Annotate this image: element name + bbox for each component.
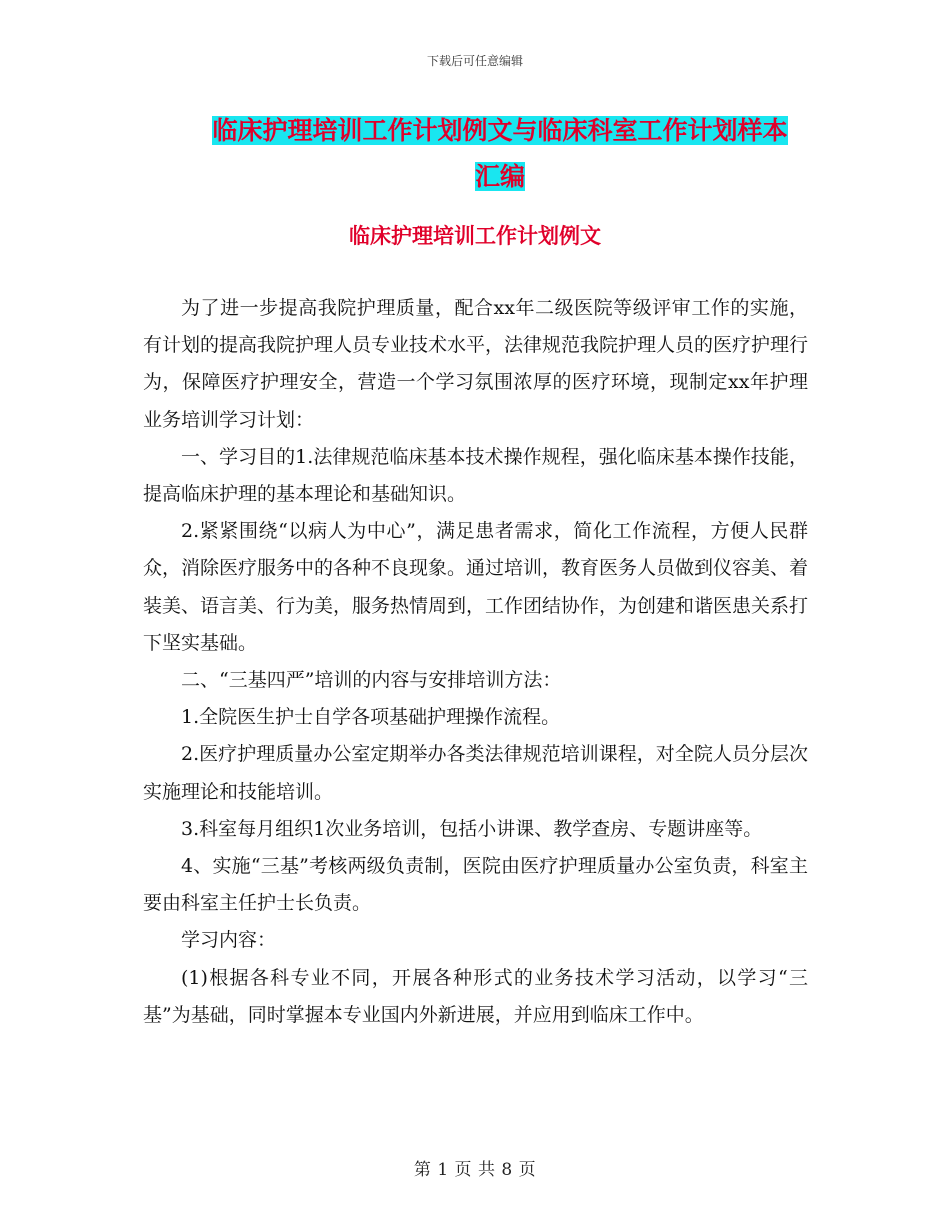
paragraph: 学习内容： xyxy=(181,929,277,952)
paragraph: 2.紧紧围绕“以病人为中心”，满足患者需求，简化工作流程，方便人民群众，消除医疗服务中的各种不良现象。通过培训，教育医务人员做到仪容美、着装美、语言美、行为美，服务热情周到，工作团结协作，为创建和谐医患关系打下坚实基础。 xyxy=(143,520,809,654)
paragraph: 一、学习目的1.法律规范临床基本技术操作规程，强化临床基本操作技能，提高临床护理的基本理论和基础知识。 xyxy=(143,445,808,506)
paragraph: 二、“三基四严”培训的内容与安排培训方法： xyxy=(181,669,562,692)
paragraph: 为了进一步提高我院护理质量，配合xx年二级医院等级评审工作的实施，有计划的提高我院护理人员专业技术水平，法律规范我院护理人员的医疗护理行为，保障医疗护理安全，营造一个学习氛围浓厚的医疗环境，现制定xx年护理业务培训学习计划： xyxy=(143,297,809,431)
document-title xyxy=(140,108,860,200)
document-title-line-2: 汇编 xyxy=(474,162,525,191)
paragraph: 4、实施“三基”考核两级负责制，医院由医疗护理质量办公室负责，科室主要由科室主任护士长负责。 xyxy=(143,855,808,915)
paragraph: 3.科室每月组织1次业务培训，包括小讲课、教学查房、专题讲座等。 xyxy=(181,817,763,840)
paragraph: 1.全院医生护士自学各项基础护理操作流程。 xyxy=(181,706,561,729)
page-header-note: 下载后可任意编辑 xyxy=(426,54,523,68)
section-title: 临床护理培训工作计划例文 xyxy=(349,223,601,248)
document-body xyxy=(143,290,808,1034)
page-footer-indicator: 第 1 页 共 8 页 xyxy=(413,1160,537,1180)
document-title-line-1: 临床护理培训工作计划例文与临床科室工作计划样本 xyxy=(212,116,788,145)
paragraph: 2.医疗护理质量办公室定期举办各类法律规范培训课程，对全院人员分层次实施理论和技能培训。 xyxy=(143,743,808,803)
paragraph: (1)根据各科专业不同，开展各种形式的业务技术学习活动，以学习“三基”为基础，同时掌握本专业国内外新进展，并应用到临床工作中。 xyxy=(143,966,808,1026)
